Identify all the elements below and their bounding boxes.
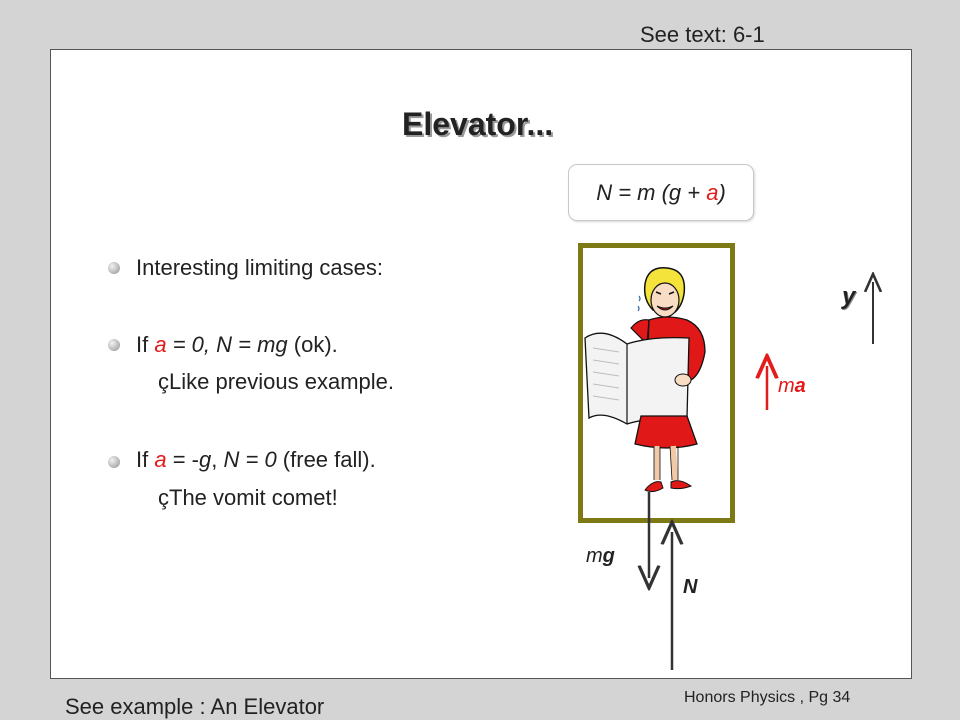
y-axis-label: y — [842, 283, 856, 310]
n-label: N — [683, 576, 698, 598]
sub-bullet-arrow-icon: ç — [158, 485, 169, 510]
footer-example-reference: See example : An Elevator — [65, 694, 325, 719]
sub-bullet-arrow-icon: ç — [158, 369, 169, 394]
bullet-a-zero: If a = 0, N = mg (ok). — [136, 332, 338, 357]
slide-title: Elevator... — [402, 106, 554, 142]
sub-bullet-vomit-comet: çThe vomit comet! — [158, 485, 338, 510]
formula-lhs: N = m (g + — [596, 180, 707, 205]
footer-page-info: Honors Physics , Pg 34 — [684, 689, 851, 706]
ma-label: ma — [778, 375, 806, 397]
formula-rhs: ) — [718, 180, 726, 205]
bullet-free-fall: If a = -g, N = 0 (free fall). — [136, 447, 376, 472]
sub-bullet-previous-example: çLike previous example. — [158, 369, 395, 394]
bullet-limiting-cases: Interesting limiting cases: — [136, 255, 383, 280]
mg-label: mg — [586, 545, 615, 567]
formula-a: a — [706, 180, 719, 205]
see-text-reference: See text: 6-1 — [640, 22, 765, 47]
